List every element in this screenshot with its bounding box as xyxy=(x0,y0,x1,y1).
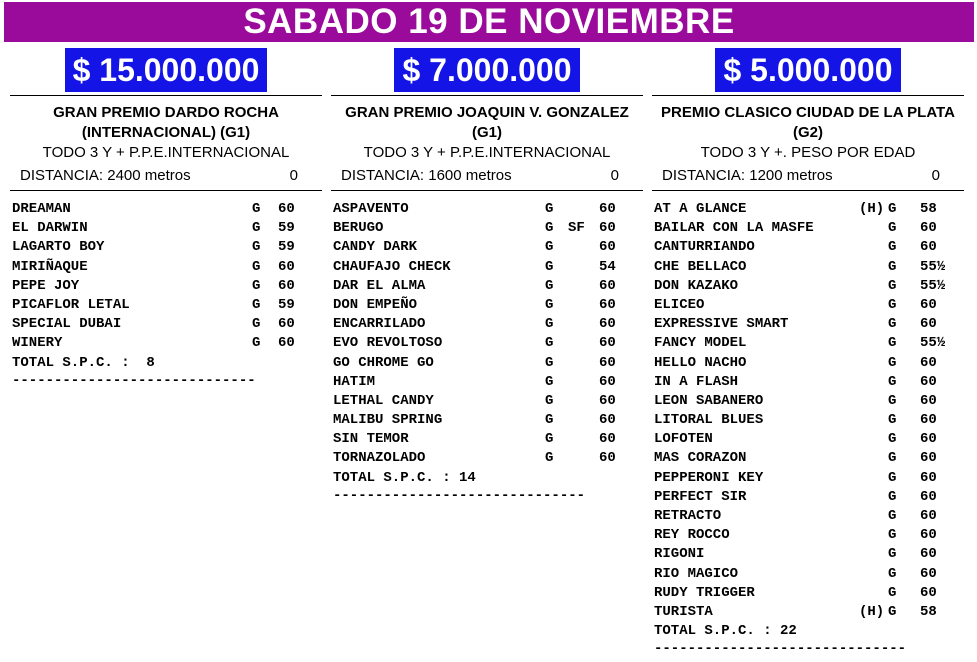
weight: 60 xyxy=(920,392,937,409)
sex-code: G xyxy=(888,412,897,429)
horse-name: HATIM xyxy=(333,373,376,390)
sex-code: G xyxy=(545,354,554,371)
weight: 60 xyxy=(599,354,616,371)
divider xyxy=(652,190,964,191)
horse-name: SIN TEMOR xyxy=(333,431,409,448)
entry-row xyxy=(652,603,964,622)
horse-name: TORNAZOLADO xyxy=(333,450,426,467)
weight: 60 xyxy=(920,239,937,256)
sex-code: G xyxy=(888,277,897,294)
horse-name: BAILAR CON LA MASFE xyxy=(654,220,814,237)
entry-row xyxy=(652,565,964,584)
weight: 60 xyxy=(920,373,937,390)
entry-mark: (H) xyxy=(859,603,885,620)
horse-name: MIRIÑAQUE xyxy=(12,258,88,275)
entry-row xyxy=(652,411,964,430)
divider xyxy=(10,190,322,191)
sex-code: G xyxy=(888,469,897,486)
sex-code: G xyxy=(252,201,261,217)
weight: 60 xyxy=(920,431,937,448)
sex-code: G xyxy=(888,373,897,390)
weight: 59 xyxy=(278,296,295,313)
entry-row xyxy=(10,296,322,315)
horse-name: ELICEO xyxy=(654,296,705,313)
entry-row xyxy=(10,200,322,219)
horse-name: GO CHROME GO xyxy=(333,354,434,371)
entry-row xyxy=(331,238,643,257)
entry-row xyxy=(652,507,964,526)
sex-code: G xyxy=(252,316,261,333)
sex-code: G xyxy=(252,296,261,313)
race-column xyxy=(331,48,643,504)
race-name: GRAN PREMIO JOAQUIN V. GONZALEZ (G1) xyxy=(345,104,629,141)
weight: 60 xyxy=(599,201,616,217)
entry-row xyxy=(652,238,964,257)
divider xyxy=(10,95,322,96)
sex-code: G xyxy=(545,392,554,409)
entry-row xyxy=(331,277,643,296)
horse-name: LEON SABANERO xyxy=(654,392,764,409)
sex-code: G xyxy=(252,277,261,294)
weight: 60 xyxy=(920,296,937,313)
dashed-separator: ------------------------------ xyxy=(333,487,586,504)
sex-code: G xyxy=(888,565,897,582)
entry-row xyxy=(331,411,643,430)
weight: 60 xyxy=(920,220,937,237)
weight: 60 xyxy=(599,412,616,429)
sex-code: G xyxy=(545,373,554,390)
sex-code: G xyxy=(545,201,554,217)
weight: 60 xyxy=(920,584,937,601)
sex-code: G xyxy=(888,488,897,505)
entry-row xyxy=(652,430,964,449)
sex-code: G xyxy=(545,335,554,352)
entry-row xyxy=(10,315,322,334)
entry-row xyxy=(331,258,643,277)
weight: 60 xyxy=(278,335,295,352)
sex-code: G xyxy=(888,584,897,601)
entry-row xyxy=(652,584,964,603)
race-distance xyxy=(331,163,643,190)
weight: 60 xyxy=(599,431,616,448)
horse-name: BERUGO xyxy=(333,220,384,237)
entry-row xyxy=(331,334,643,353)
horse-name: SPECIAL DUBAI xyxy=(12,316,122,333)
distance-label: DISTANCIA: 1600 metros xyxy=(341,167,512,184)
horse-name: LOFOTEN xyxy=(654,431,713,448)
horse-name: REY ROCCO xyxy=(654,527,730,544)
entry-row xyxy=(652,373,964,392)
weight: 55½ xyxy=(920,277,946,294)
weight: 60 xyxy=(920,412,937,429)
entry-row xyxy=(331,392,643,411)
horse-name: DON KAZAKO xyxy=(654,277,739,294)
distance-extra: 0 xyxy=(289,167,298,184)
sex-code: G xyxy=(545,277,554,294)
horse-name: ENCARRILADO xyxy=(333,316,426,333)
weight: 55½ xyxy=(920,335,946,352)
entry-row xyxy=(652,219,964,238)
weight: 60 xyxy=(278,316,295,333)
weight: 60 xyxy=(599,296,616,313)
total-spc: TOTAL S.P.C. : 8 xyxy=(12,354,155,371)
entry-row xyxy=(652,200,964,219)
weight: 60 xyxy=(920,488,937,505)
horse-name: LITORAL BLUES xyxy=(654,412,764,429)
entry-row xyxy=(331,315,643,334)
horse-name: PERFECT SIR xyxy=(654,488,747,505)
race-distance xyxy=(10,163,322,190)
weight: 60 xyxy=(599,335,616,352)
sex-code: G xyxy=(888,450,897,467)
sex-code: G xyxy=(252,335,261,352)
sex-code: G xyxy=(545,450,554,467)
entry-row xyxy=(652,469,964,488)
sex-code: G xyxy=(545,220,554,237)
weight: 60 xyxy=(920,316,937,333)
divider xyxy=(331,95,643,96)
race-conditions: TODO 3 Y +. PESO POR EDAD xyxy=(700,144,916,161)
sex-code: G xyxy=(545,431,554,448)
horse-name: TURISTA xyxy=(654,603,713,620)
sex-code: G xyxy=(888,296,897,313)
weight: 60 xyxy=(920,469,937,486)
sex-code: G xyxy=(545,258,554,275)
horse-name: EVO REVOLTOSO xyxy=(333,335,443,352)
entry-row xyxy=(652,488,964,507)
sex-code: G xyxy=(888,392,897,409)
total-spc: TOTAL S.P.C. : 22 xyxy=(654,623,797,640)
entry-row xyxy=(331,219,643,238)
race-distance xyxy=(652,163,964,190)
entry-row xyxy=(331,354,643,373)
entry-row xyxy=(331,449,643,468)
weight: 60 xyxy=(920,354,937,371)
sex-code: G xyxy=(252,239,261,256)
weight: 54 xyxy=(599,258,616,275)
horse-name: DREAMAN xyxy=(12,201,71,217)
entry-row xyxy=(652,449,964,468)
weight: 60 xyxy=(599,277,616,294)
horse-name: LAGARTO BOY xyxy=(12,239,105,256)
entry-mark: SF xyxy=(568,220,585,237)
weight: 60 xyxy=(599,392,616,409)
entry-row xyxy=(10,219,322,238)
horse-name: WINERY xyxy=(12,335,63,352)
horse-name: PICAFLOR LETAL xyxy=(12,296,130,313)
sex-code: G xyxy=(545,239,554,256)
entry-row xyxy=(331,200,643,219)
horse-name: RETRACTO xyxy=(654,508,722,524)
sex-code: G xyxy=(888,354,897,371)
horse-name: DAR EL ALMA xyxy=(333,277,426,294)
horse-name: RIO MAGICO xyxy=(654,565,739,582)
race-column xyxy=(652,48,964,657)
entry-row xyxy=(331,430,643,449)
entries-list xyxy=(331,200,643,469)
sex-code: G xyxy=(888,239,897,256)
entry-row xyxy=(10,238,322,257)
horse-name: CANTURRIANDO xyxy=(654,239,755,256)
prize-amount: $ 7.000.000 xyxy=(394,48,579,92)
weight: 60 xyxy=(599,373,616,390)
entry-row xyxy=(652,354,964,373)
race-column xyxy=(10,48,322,389)
distance-extra: 0 xyxy=(931,167,940,184)
race-name: GRAN PREMIO DARDO ROCHA (INTERNACIONAL) (G1) xyxy=(53,104,279,141)
entry-row xyxy=(652,334,964,353)
weight: 60 xyxy=(599,220,616,237)
weight: 60 xyxy=(599,450,616,467)
dashed-separator: ----------------------------- xyxy=(12,372,256,389)
weight: 60 xyxy=(599,316,616,333)
horse-name: DON EMPEÑO xyxy=(333,296,418,313)
horse-name: FANCY MODEL xyxy=(654,335,747,352)
entry-row xyxy=(652,392,964,411)
weight: 60 xyxy=(599,239,616,256)
horse-name: PEPE JOY xyxy=(12,277,80,294)
weight: 60 xyxy=(920,508,937,524)
entry-row xyxy=(652,277,964,296)
horse-name: RIGONI xyxy=(654,546,705,563)
entry-row xyxy=(652,545,964,564)
sex-code: G xyxy=(545,412,554,429)
distance-extra: 0 xyxy=(610,167,619,184)
entry-row xyxy=(652,296,964,315)
sex-code: G xyxy=(888,527,897,544)
horse-name: IN A FLASH xyxy=(654,373,739,390)
horse-name: AT A GLANCE xyxy=(654,201,747,217)
sex-code: G xyxy=(888,508,897,524)
sex-code: G xyxy=(888,603,897,620)
horse-name: HELLO NACHO xyxy=(654,354,747,371)
sex-code: G xyxy=(888,220,897,237)
horse-name: PEPPERONI KEY xyxy=(654,469,764,486)
entry-row xyxy=(10,334,322,353)
entry-row xyxy=(652,258,964,277)
race-conditions: TODO 3 Y + P.P.E.INTERNACIONAL xyxy=(42,144,290,161)
weight: 60 xyxy=(278,258,295,275)
entry-row xyxy=(10,258,322,277)
sex-code: G xyxy=(545,296,554,313)
weight: 58 xyxy=(920,603,937,620)
race-name: PREMIO CLASICO CIUDAD DE LA PLATA (G2) xyxy=(661,104,955,141)
horse-name: MAS CORAZON xyxy=(654,450,747,467)
sex-code: G xyxy=(888,316,897,333)
total-spc: TOTAL S.P.C. : 14 xyxy=(333,469,476,486)
weight: 55½ xyxy=(920,258,946,275)
horse-name: EXPRESSIVE SMART xyxy=(654,316,789,333)
sex-code: G xyxy=(888,335,897,352)
weight: 59 xyxy=(278,239,295,256)
sex-code: G xyxy=(888,258,897,275)
horse-name: RUDY TRIGGER xyxy=(654,584,755,601)
distance-label: DISTANCIA: 2400 metros xyxy=(20,167,191,184)
entry-row xyxy=(652,526,964,545)
horse-name: MALIBU SPRING xyxy=(333,412,443,429)
sex-code: G xyxy=(888,431,897,448)
horse-name: CANDY DARK xyxy=(333,239,418,256)
entries-list xyxy=(652,200,964,622)
horse-name: ASPAVENTO xyxy=(333,201,409,217)
sex-code: G xyxy=(545,316,554,333)
sex-code: G xyxy=(252,220,261,237)
weight: 58 xyxy=(920,201,937,217)
weight: 60 xyxy=(920,546,937,563)
entry-mark: (H) xyxy=(859,201,885,217)
weight: 60 xyxy=(920,565,937,582)
sex-code: G xyxy=(888,201,897,217)
weight: 60 xyxy=(920,450,937,467)
entry-row xyxy=(331,296,643,315)
divider xyxy=(652,95,964,96)
horse-name: CHE BELLACO xyxy=(654,258,747,275)
entries-list xyxy=(10,200,322,354)
weight: 60 xyxy=(920,527,937,544)
sex-code: G xyxy=(252,258,261,275)
entry-row xyxy=(652,315,964,334)
weight: 59 xyxy=(278,220,295,237)
divider xyxy=(331,190,643,191)
page-title: SABADO 19 DE NOVIEMBRE xyxy=(4,2,974,42)
horse-name: EL DARWIN xyxy=(12,220,88,237)
horse-name: CHAUFAJO CHECK xyxy=(333,258,451,275)
race-conditions: TODO 3 Y + P.P.E.INTERNACIONAL xyxy=(363,144,611,161)
weight: 60 xyxy=(278,201,295,217)
distance-label: DISTANCIA: 1200 metros xyxy=(662,167,833,184)
entry-row xyxy=(331,373,643,392)
prize-amount: $ 5.000.000 xyxy=(715,48,900,92)
prize-amount: $ 15.000.000 xyxy=(65,48,268,92)
sex-code: G xyxy=(888,546,897,563)
horse-name: LETHAL CANDY xyxy=(333,392,434,409)
dashed-separator: ------------------------------ xyxy=(654,641,907,658)
weight: 60 xyxy=(278,277,295,294)
entry-row xyxy=(10,277,322,296)
